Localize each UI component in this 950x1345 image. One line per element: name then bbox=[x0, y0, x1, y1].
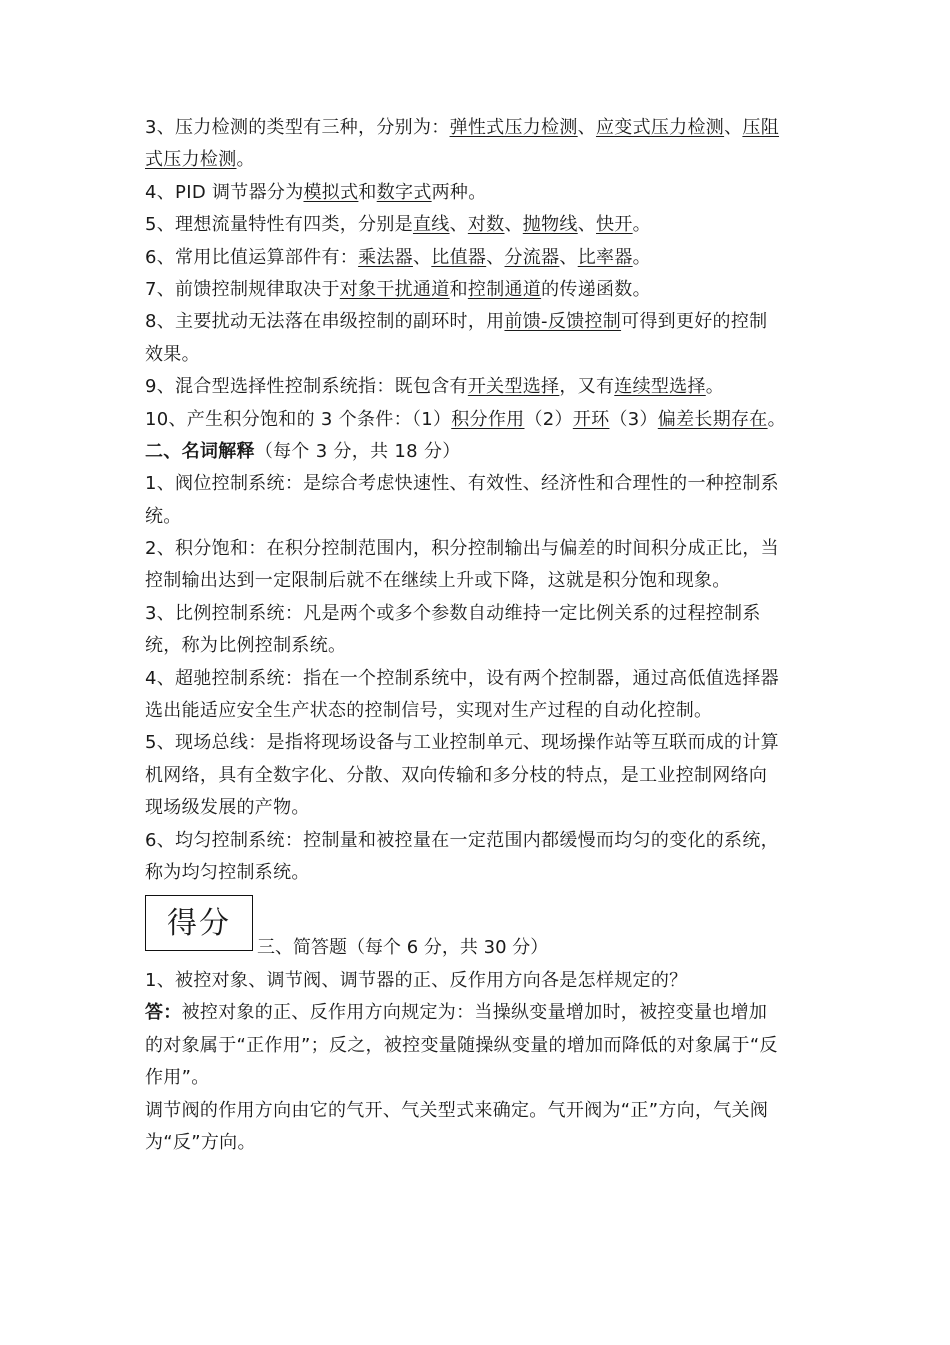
q7-prefix: 7、前馈控制规律取决于 bbox=[145, 278, 340, 300]
sa-answer-p2-line-1 bbox=[145, 1095, 815, 1127]
term-5-line-1 bbox=[145, 727, 815, 759]
q8-suffix: 可得到更好的控制 bbox=[621, 311, 768, 333]
q3-line-2 bbox=[145, 144, 815, 176]
section-3-title: 三、简答题（每个 6 分，共 30 分） bbox=[257, 937, 549, 958]
q10-prefix: 10、产生积分饱和的 3 个条件：（1） bbox=[145, 408, 452, 430]
sa-answer-line-1 bbox=[145, 997, 815, 1029]
term-5-line-2 bbox=[145, 760, 815, 792]
q6-answer-1: 乘法器 bbox=[358, 246, 413, 268]
sa-question-1-text: 1、被控对象、调节阀、调节器的正、反作用方向各是怎样规定的？ bbox=[145, 970, 688, 991]
term-3-text-1: 3、比例控制系统：凡是两个或多个参数自动维持一定比例关系的过程控制系 bbox=[145, 602, 761, 624]
q6-answer-3: 分流器 bbox=[504, 246, 560, 268]
term-1-text-2: 统。 bbox=[145, 505, 182, 527]
term-4-line-1 bbox=[145, 663, 815, 695]
term-6-text-1: 6、均匀控制系统：控制量和被控量在一定范围内都缓慢而均匀的变化的系统， bbox=[145, 829, 779, 851]
q10-mid-2: （3） bbox=[609, 408, 658, 430]
term-5-text-1: 5、现场总线：是指将现场设备与工业控制单元、现场操作站等互联而成的计算 bbox=[145, 732, 779, 754]
q3-sep-2: 、 bbox=[724, 117, 743, 138]
q6-end: 。 bbox=[632, 246, 651, 268]
term-2-text-2: 控制输出达到一定限制后就不在继续上升或下降，这就是积分饱和现象。 bbox=[145, 570, 731, 592]
q9-mid: ，又有 bbox=[559, 376, 615, 398]
answer-text-2: 的对象属于“正作用”；反之，被控变量随操纵变量的增加而降低的对象属于“反 bbox=[145, 1034, 778, 1056]
q5-sep-3: 、 bbox=[577, 214, 597, 236]
q3-sep-1: 、 bbox=[577, 117, 596, 138]
q8-line-1 bbox=[145, 306, 815, 338]
q10-answer-3: 偏差长期存在 bbox=[657, 408, 768, 430]
q4-answer-1: 模拟式 bbox=[303, 181, 359, 203]
answer-p2-text-1: 调节阀的作用方向由它的气开、气关型式来确定。气开阀为“正”方向，气关阀 bbox=[145, 1099, 769, 1121]
term-6-text-2: 称为均匀控制系统。 bbox=[145, 861, 310, 883]
q5-answer-3: 抛物线 bbox=[522, 214, 578, 236]
fill-blank-answers bbox=[145, 112, 815, 889]
q6-prefix: 6、常用比值运算部件有： bbox=[145, 246, 359, 268]
q4-suffix: 两种。 bbox=[431, 181, 487, 203]
q7-answer-1: 对象干扰通道 bbox=[339, 278, 450, 300]
term-6-line-2 bbox=[145, 857, 815, 889]
term-6-line-1 bbox=[145, 825, 815, 857]
q6-answer-2: 比值器 bbox=[431, 246, 487, 268]
q5-sep-2: 、 bbox=[504, 214, 523, 236]
term-1-text-1: 1、阀位控制系统：是综合考虑快速性、有效性、经济性和合理性的一种控制系 bbox=[145, 473, 779, 495]
q3-answer-3a: 压阻 bbox=[742, 117, 780, 138]
sa-answer-line-3 bbox=[145, 1062, 815, 1094]
q5-end: 。 bbox=[632, 214, 651, 236]
q3-end: 。 bbox=[236, 149, 255, 171]
term-4-line-2 bbox=[145, 695, 815, 727]
q4-line bbox=[145, 177, 815, 209]
term-2-line-2 bbox=[145, 565, 815, 597]
term-3-text-2: 统，称为比例控制系统。 bbox=[145, 635, 347, 657]
q7-suffix: 的传递函数。 bbox=[541, 278, 651, 300]
term-5-line-3 bbox=[145, 792, 815, 824]
q9-answer-2: 连续型选择 bbox=[614, 376, 706, 398]
q4-mid: 和 bbox=[358, 181, 377, 203]
q5-answer-2: 对数 bbox=[467, 214, 505, 236]
q10-line bbox=[145, 404, 815, 436]
term-5-text-3: 现场级发展的产物。 bbox=[145, 797, 310, 819]
q3-prefix: 3、压力检测的类型有三种，分别为： bbox=[145, 117, 450, 138]
term-5-text-2: 机网络，具有全数字化、分散、双向传输和多分枝的特点，是工业控制网络向 bbox=[145, 764, 768, 786]
q8-line2-text: 效果。 bbox=[145, 343, 200, 365]
q8-answer-1: 前馈-反馈控制 bbox=[504, 311, 622, 333]
q8-line-2 bbox=[145, 339, 815, 371]
short-answer-section bbox=[145, 965, 815, 1159]
q10-answer-1: 积分作用 bbox=[451, 408, 525, 430]
term-4-text-1: 4、超驰控制系统：指在一个控制系统中，设有两个控制器，通过高低值选择器 bbox=[145, 667, 779, 689]
q4-answer-2: 数字式 bbox=[376, 181, 432, 203]
answer-text-3: 作用”。 bbox=[145, 1067, 210, 1089]
sa-answer-p2-line-2 bbox=[145, 1127, 815, 1159]
section-3-heading bbox=[257, 932, 548, 964]
q9-line bbox=[145, 371, 815, 403]
q9-answer-1: 开关型选择 bbox=[467, 376, 560, 398]
q5-sep-1: 、 bbox=[449, 214, 468, 236]
term-3-line-2 bbox=[145, 630, 815, 662]
q5-answer-1: 直线 bbox=[412, 214, 450, 236]
q7-answer-2: 控制通道 bbox=[467, 278, 542, 300]
q3-answer-3b: 式压力检测 bbox=[145, 149, 237, 171]
q6-answer-4: 比率器 bbox=[577, 246, 633, 268]
q7-line bbox=[145, 274, 815, 306]
q5-answer-4: 快开 bbox=[596, 214, 633, 236]
q9-prefix: 9、混合型选择性控制系统指：既包含有 bbox=[145, 376, 468, 398]
q7-mid: 和 bbox=[449, 278, 468, 300]
term-2-text-1: 2、积分饱和：在积分控制范围内，积分控制输出与偏差的时间积分成正比，当 bbox=[145, 538, 779, 560]
q4-prefix: 4、PID 调节器分为 bbox=[145, 181, 304, 203]
term-2-line-1 bbox=[145, 533, 815, 565]
term-1-line-2 bbox=[145, 501, 815, 533]
q6-line bbox=[145, 242, 815, 274]
q8-prefix: 8、主要扰动无法落在串级控制的副环时，用 bbox=[145, 311, 505, 333]
q10-answer-2: 开环 bbox=[572, 408, 610, 430]
sa-answer-line-2 bbox=[145, 1030, 815, 1062]
sa-question-1 bbox=[145, 965, 815, 997]
answer-p2-text-2: 为“反”方向。 bbox=[145, 1131, 256, 1153]
q5-line bbox=[145, 209, 815, 241]
q5-prefix: 5、理想流量特性有四类，分别是 bbox=[145, 214, 413, 236]
term-3-line-1 bbox=[145, 598, 815, 630]
q6-sep-1: 、 bbox=[412, 246, 432, 268]
section-2-title: 二、名词解释 bbox=[145, 440, 255, 462]
term-4-text-2: 选出能适应安全生产状态的控制信号，实现对生产过程的自动化控制。 bbox=[145, 700, 713, 722]
term-1-line-1 bbox=[145, 468, 815, 500]
q9-end: 。 bbox=[705, 376, 725, 398]
q3-answer-1: 弹性式压力检测 bbox=[449, 117, 578, 138]
answer-label: 答： bbox=[145, 1002, 182, 1024]
q10-mid-1: （2） bbox=[524, 408, 573, 430]
q10-end: 。 bbox=[767, 408, 786, 430]
answer-text-1: 被控对象的正、反作用方向规定为：当操纵变量增加时，被控变量也增加 bbox=[181, 1002, 768, 1024]
section-2-note: （每个 3 分，共 18 分） bbox=[254, 440, 461, 462]
section-2-heading bbox=[145, 436, 815, 468]
q3-line-1 bbox=[145, 112, 815, 144]
score-box-label: 得分 bbox=[167, 906, 231, 941]
score-box bbox=[145, 895, 253, 951]
q3-answer-2: 应变式压力检测 bbox=[595, 117, 725, 138]
q6-sep-2: 、 bbox=[486, 246, 505, 268]
q6-sep-3: 、 bbox=[559, 246, 578, 268]
